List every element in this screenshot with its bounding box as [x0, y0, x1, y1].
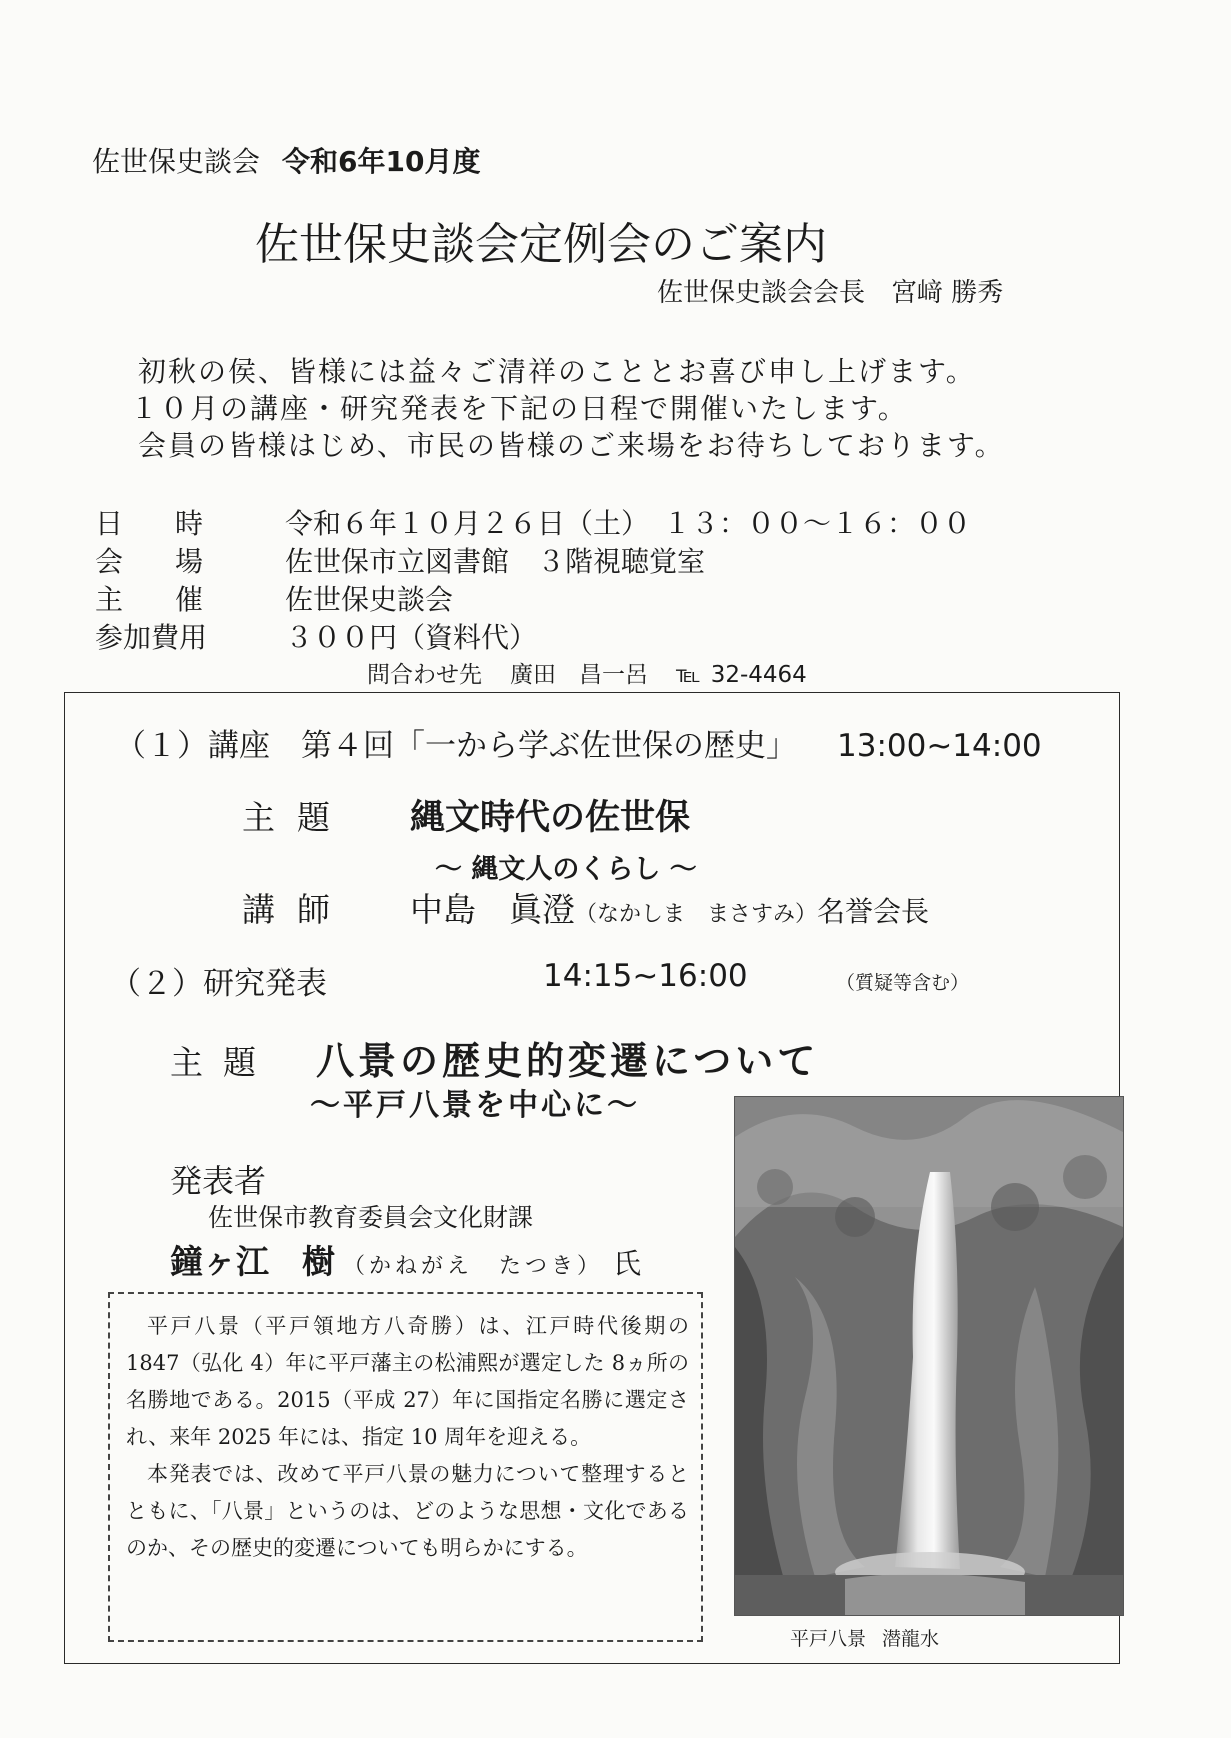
- period: 令和6年10月度: [282, 145, 481, 178]
- contact-tel: 32-4464: [710, 662, 807, 688]
- host-label: 主催: [95, 583, 256, 616]
- research-subtitle: ～平戸八景を中心に～: [310, 1088, 640, 1123]
- president-name: 佐世保史談会会長 宮﨑 勝秀: [657, 278, 1004, 308]
- waterfall-photo: [734, 1096, 1124, 1616]
- presenter-row: [170, 1236, 641, 1283]
- date-label: 日時: [95, 507, 256, 540]
- caption-place: 平戸八景: [790, 1628, 867, 1650]
- info-fee-row: [95, 616, 537, 656]
- header-org-line: [92, 140, 480, 180]
- research-heading: （２）研究発表: [110, 966, 327, 1002]
- photo-caption: [790, 1624, 955, 1651]
- fee-label: 参加費用: [95, 621, 208, 654]
- research-theme: 八景の歴史的変遷について: [316, 1038, 820, 1083]
- lecture-subtitle: ～ 縄文人のくらし ～: [435, 854, 697, 885]
- lecture-title: （１）講座 第４回「一から学ぶ佐世保の歴史」: [115, 728, 797, 764]
- greeting-line-3: 会員の皆様はじめ、市民の皆様のご来場をお待ちしております。: [138, 429, 1005, 462]
- page-title: 佐世保史談会定例会のご案内: [255, 219, 827, 270]
- lecture-time: 13:00~14:00: [837, 728, 1042, 764]
- greeting-line-1: 初秋の侯、皆様には益々ご清祥のこととお喜び申し上げます。: [138, 355, 976, 388]
- org-name: 佐世保史談会: [92, 145, 261, 178]
- lecturer-role: 名誉会長: [817, 895, 930, 928]
- caption-name: 潜龍水: [882, 1628, 940, 1650]
- contact-line: [367, 656, 835, 689]
- research-theme-label: 主題: [170, 1043, 276, 1082]
- greeting-line-2: １０月の講座・研究発表を下記の日程で開催いたします。: [130, 392, 908, 425]
- fee-value: ３００円（資料代）: [285, 621, 538, 654]
- contact-label: 問合わせ先: [367, 662, 482, 688]
- host-value: 佐世保史談会: [285, 583, 454, 616]
- research-time: 14:15~16:00: [543, 958, 748, 994]
- lecture-theme-row: [242, 790, 690, 840]
- presenter-org: 佐世保市教育委員会文化財課: [208, 1203, 534, 1232]
- lecturer-row: [242, 884, 929, 931]
- summary-paragraph-2: 本発表では、改めて平戸八景の魅力について整理するとともに、「八景」というのは、どのような思想・文化であるのか、その歴史的変遷についても明らかにする。: [126, 1462, 689, 1560]
- info-date-row: [95, 502, 971, 542]
- lecturer-name: 中島 眞澄: [410, 890, 575, 929]
- presenter-suffix: 氏: [613, 1247, 642, 1280]
- contact-name: 廣田 昌一呂: [510, 662, 648, 688]
- tel-label: ℡: [676, 662, 701, 688]
- lecturer-reading: （なかしま まさすみ）: [575, 902, 818, 927]
- info-venue-row: [95, 540, 705, 580]
- waterfall-image: [735, 1097, 1123, 1615]
- lecture-theme: 縄文時代の佐世保: [410, 798, 691, 838]
- presenter-label: 発表者: [170, 1162, 267, 1200]
- venue-value: 佐世保市立図書館 ３階視聴覚室: [285, 545, 706, 578]
- lecturer-label: 講師: [242, 890, 352, 929]
- info-host-row: [95, 578, 453, 618]
- date-value: 令和６年１０月２６日（土） １３：００～１６：００: [285, 507, 972, 540]
- lecture-heading: [115, 720, 1042, 765]
- presenter-reading: （かねがえ たつき）: [343, 1254, 604, 1279]
- presenter-name: 鐘ヶ江 樹: [170, 1242, 335, 1281]
- summary-paragraph-1: 平戸八景（平戸領地方八奇勝）は、江戸時代後期の 1847（弘化 4）年に平戸藩主の松浦熙が選定した 8ヵ所の名勝地である。2015（平成 27）年に国指定名勝に選定され、来年 2025 年には、指定 10 周年を迎える。: [126, 1314, 689, 1449]
- venue-label: 会場: [95, 545, 256, 578]
- lecture-theme-label: 主題: [242, 798, 352, 837]
- summary-box: [108, 1292, 703, 1642]
- research-theme-row: [170, 1030, 819, 1085]
- research-time-note: （質疑等含む）: [836, 972, 970, 994]
